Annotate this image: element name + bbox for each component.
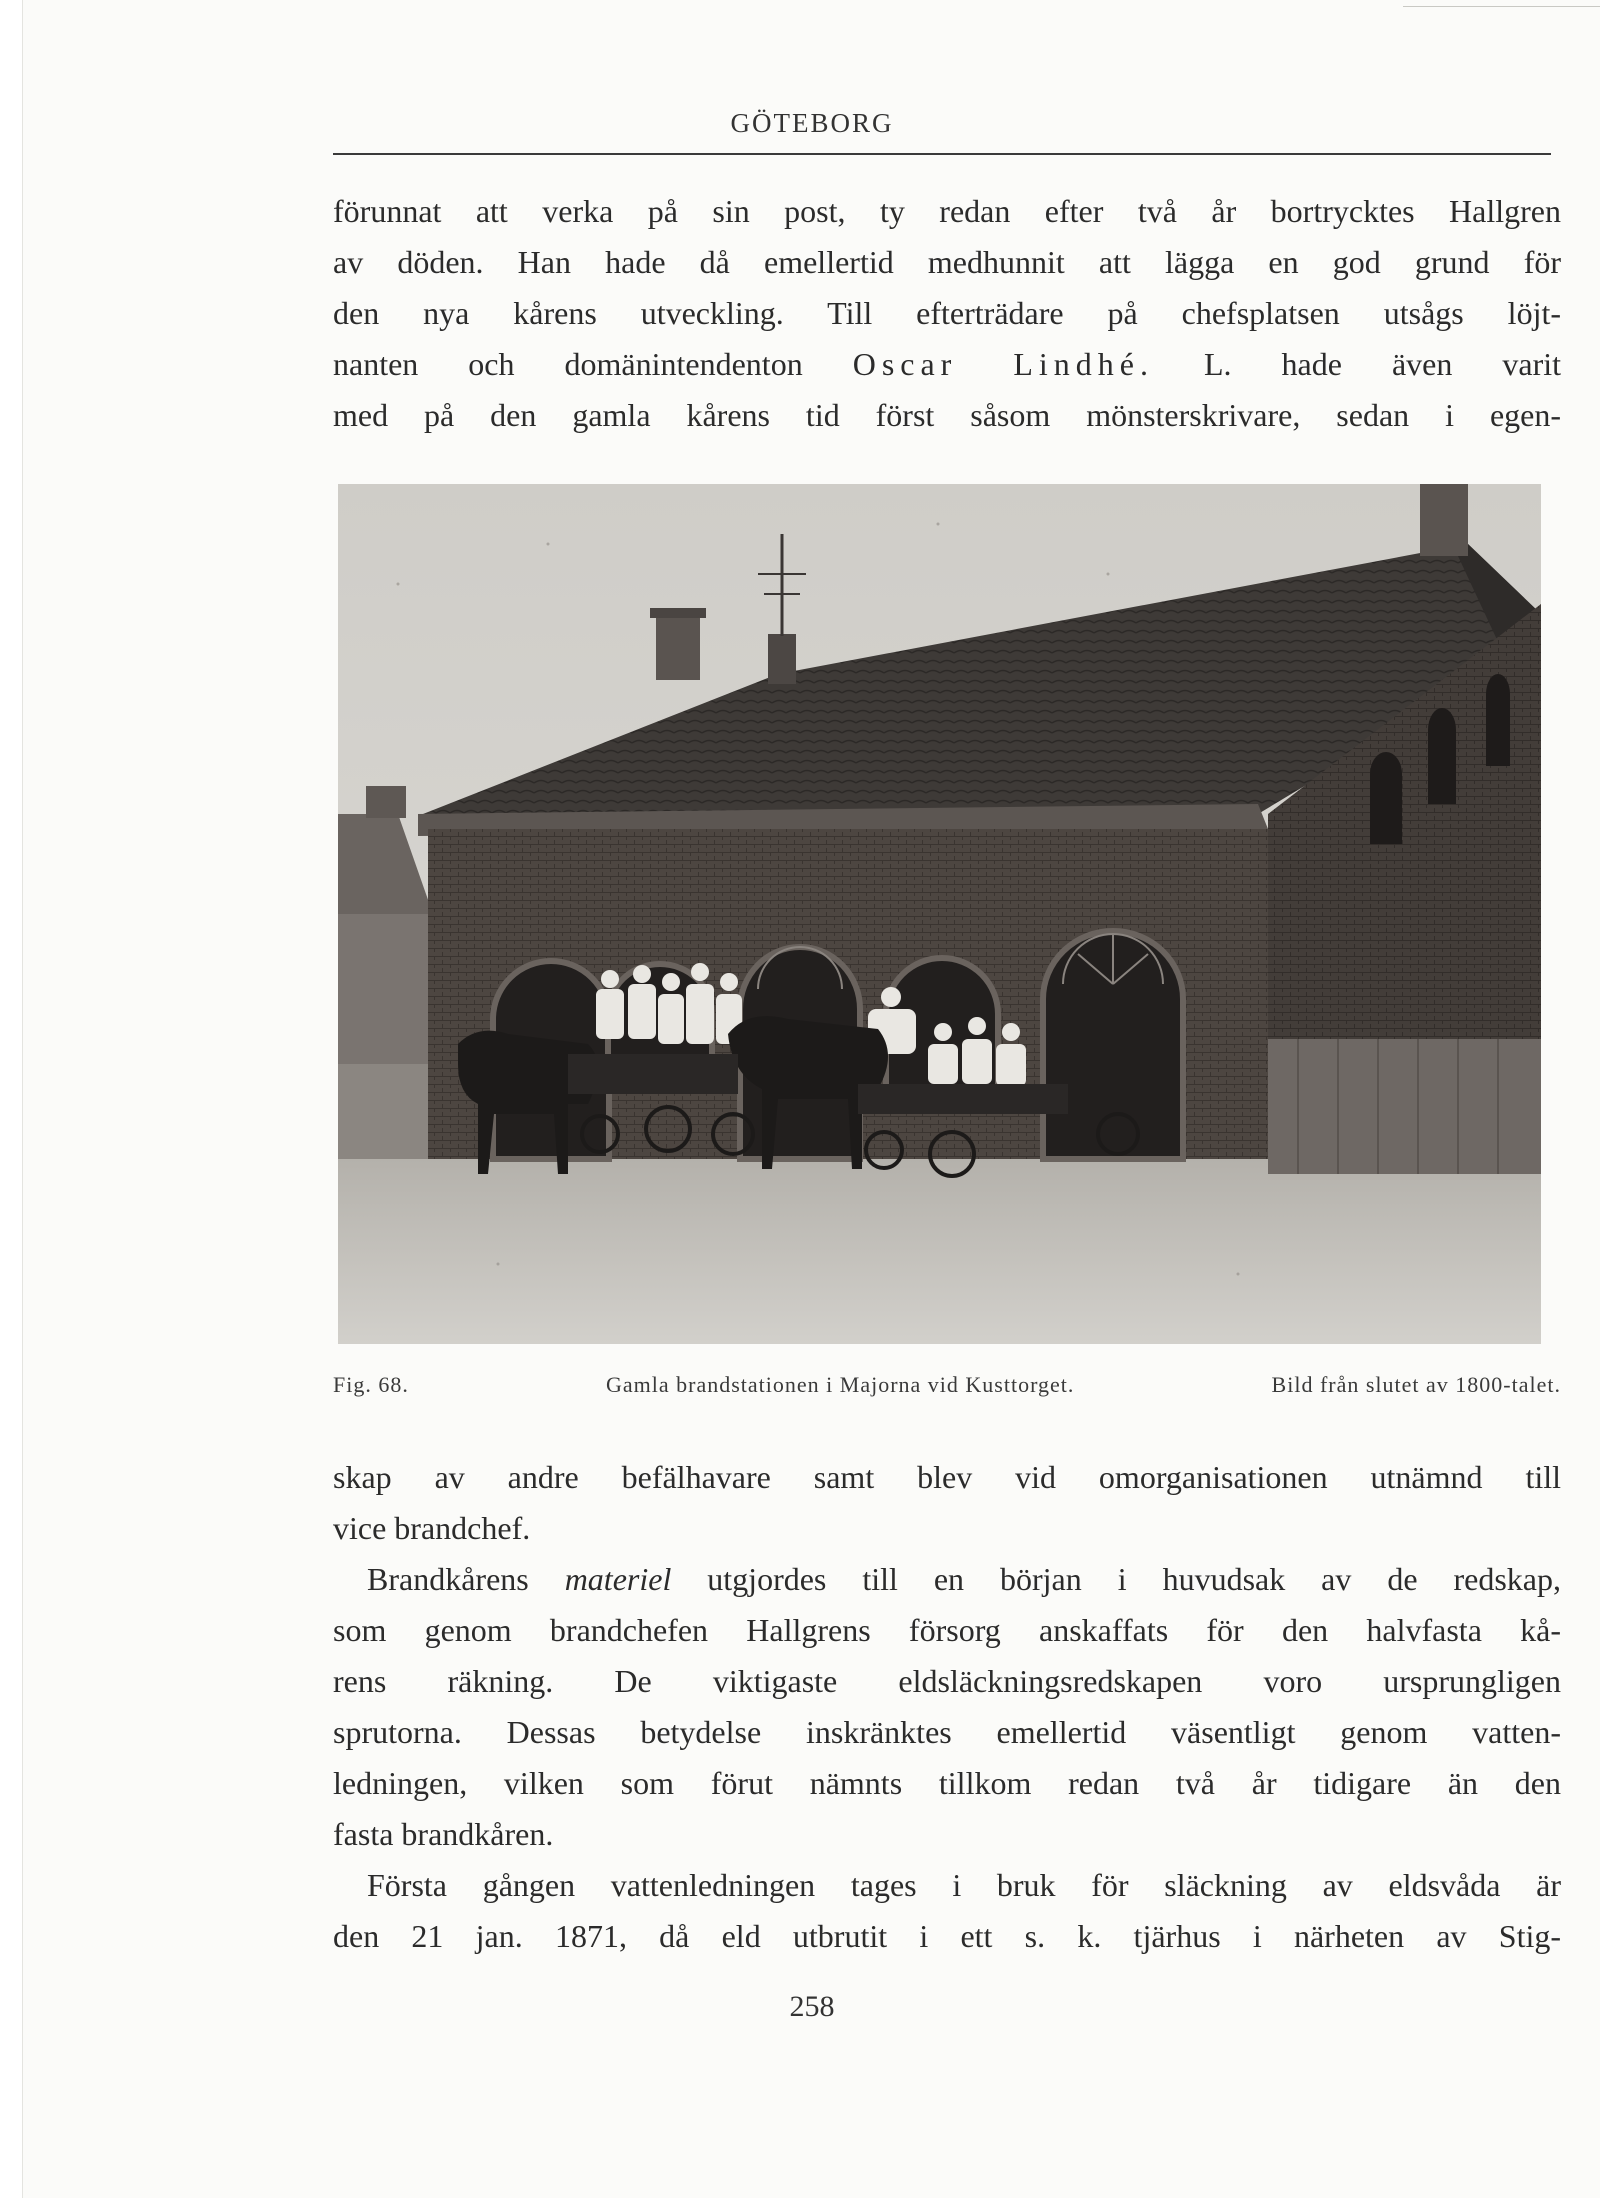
paragraph-first-use — [333, 1860, 1561, 1962]
text-line: med på den gamla kårens tid först såsom mönsterskrivare, sedan i egen- — [333, 397, 1561, 433]
text-line: skap av andre befälhavare samt blev vid omorganisationen utnämnd till — [333, 1459, 1561, 1495]
paragraph-continuation — [333, 1452, 1561, 1554]
book-page — [22, 0, 1600, 2198]
header-rule — [333, 153, 1551, 155]
figure-caption — [333, 1372, 1561, 1398]
caption-title: Gamla brandstationen i Majorna vid Kusttorget. — [606, 1372, 1075, 1397]
text-line: av döden. Han hade då emellertid medhunnit att lägga en god grund för — [333, 244, 1561, 280]
text-line-with-italic — [333, 1554, 1561, 1605]
text-line: sprutorna. Dessas betydelse inskränktes emellertid väsentligt genom vatten- — [333, 1714, 1561, 1750]
page-number: 258 — [789, 1990, 835, 2023]
text-line: Första gången vattenledningen tages i bruk för släckning av eldsvåda är — [367, 1867, 1561, 1903]
text-line-with-name — [333, 339, 1561, 390]
italic-term: materiel — [564, 1561, 672, 1597]
spaced-name: Oscar Lindhé. — [852, 346, 1154, 382]
text-line: rens räkning. De viktigaste eldsläckningsredskapen voro ursprungligen — [333, 1663, 1561, 1699]
paragraph-materiel — [333, 1554, 1561, 1860]
text-line: som genom brandchefen Hallgrens försorg anskaffats för den halvfasta kå- — [333, 1612, 1561, 1648]
text-fragment: nanten och domänintendenton — [333, 346, 853, 382]
text-line: vice brandchef. — [333, 1510, 531, 1546]
photo-fire-station — [338, 484, 1541, 1344]
text-fragment: L. hade även varit — [1153, 346, 1562, 382]
caption-figure-number: Fig. 68. — [333, 1372, 409, 1397]
text-line: ledningen, vilken som förut nämnts tillkom redan två år tidigare än den — [333, 1765, 1561, 1801]
scan-edge-line — [1403, 6, 1600, 7]
text-line: förunnat att verka på sin post, ty redan efter två år bortrycktes Hallgren — [333, 193, 1561, 229]
text-line: fasta brandkåren. — [333, 1816, 554, 1852]
paragraph-top — [333, 186, 1561, 441]
text-line: den 21 jan. 1871, då eld utbrutit i ett s. k. tjärhus i närheten av Stig- — [333, 1918, 1561, 1954]
caption-source: Bild från slutet av 1800-talet. — [1271, 1372, 1561, 1397]
text-fragment: Brandkårens — [367, 1561, 565, 1597]
running-title: GÖTEBORG — [730, 108, 894, 138]
photo-illustration — [338, 484, 1541, 1344]
text-line: den nya kårens utveckling. Till efterträdare på chefsplatsen utsågs löjt- — [333, 295, 1561, 331]
text-fragment: utgjordes till en början i huvudsak av de redskap, — [671, 1561, 1562, 1597]
